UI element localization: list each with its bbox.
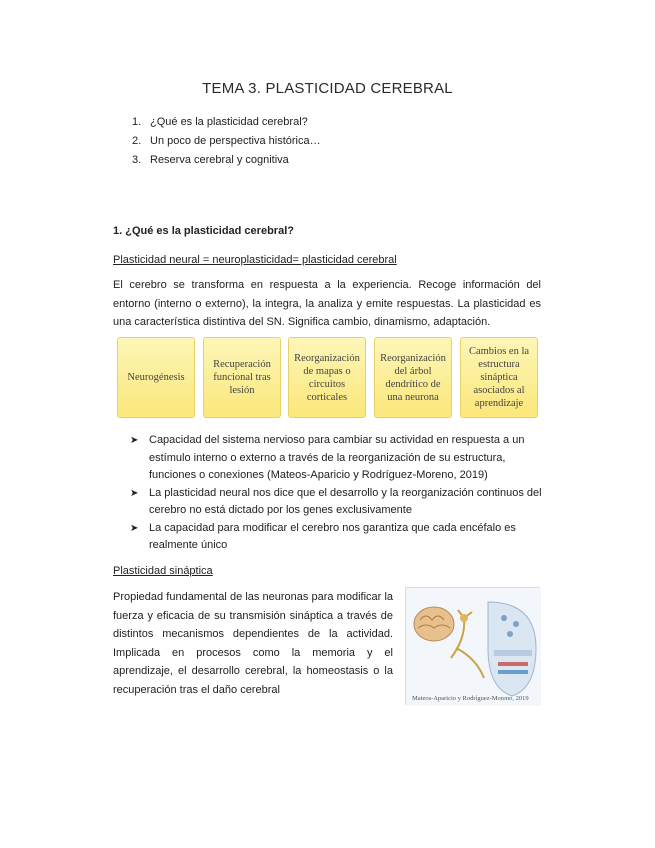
subheading-plasticidad-sinaptica: Plasticidad sináptica (113, 565, 213, 577)
toc-item: 1. ¿Qué es la plasticidad cerebral? (132, 116, 308, 128)
table-of-contents (132, 113, 321, 170)
brain-icon (414, 607, 454, 641)
concept-boxes (117, 337, 538, 418)
synapse-figure (405, 587, 540, 705)
page-title: TEMA 3. PLASTICIDAD CEREBRAL (202, 80, 453, 97)
concept-box: Neurogénesis (117, 337, 195, 418)
concept-box: Reorganización de mapas o circuitos corticales (288, 337, 366, 418)
paragraph-synaptic: Propiedad fundamental de las neuronas para modificar la fuerza y eficacia de su transmisión sináptica a través de distintos mecanismos dependientes de la actividad. Implicada en procesos como la memoria y el aprendizaje, el desarrollo cerebral, la homeostasis o la recuperación tras el daño cerebral (113, 591, 393, 696)
section-heading: 1. ¿Qué es la plasticidad cerebral? (113, 225, 294, 237)
synapse-illustration (406, 588, 541, 706)
paragraph-intro: El cerebro se transforma en respuesta a la experiencia. Recoge información del entorno (interno o externo), la integra, la analiza y emite respuestas. La plasticidad es una característica distintiva del SN. Significa cambio, dinamismo, adaptación. (113, 279, 541, 328)
bullet-item: ➤ Capacidad del sistema nervioso para cambiar su actividad en respuesta a un estímulo interno o externo a través de la reorganización de su estructura, funciones o conexiones (Mateos-Aparicio y Rodríguez-Moreno, 2019) (130, 434, 525, 481)
bullet-item: ➤ La plasticidad neural nos dice que el desarrollo y la reorganización continuos del cerebro no está dictado por los genes exclusivamente (130, 486, 542, 516)
toc-item: 3. Reserva cerebral y cognitiva (132, 154, 289, 166)
concept-box: Cambios en la estructura sináptica asociados al aprendizaje (460, 337, 538, 418)
bullet-item: ➤ La capacidad para modificar el cerebro nos garantiza que cada encéfalo es realmente único (130, 521, 516, 551)
concept-box: Reorganización del árbol dendrítico de una neurona (374, 337, 452, 418)
arrowhead-icon: ➤ (130, 522, 139, 534)
figure-caption: Mateos-Aparicio y Rodríguez-Moreno, 2019 (412, 695, 529, 702)
arrowhead-icon: ➤ (130, 487, 139, 499)
subheading-plasticidad-neural: Plasticidad neural = neuroplasticidad= plasticidad cerebral (113, 254, 397, 266)
arrowhead-icon: ➤ (130, 435, 139, 446)
concept-box: Recuperación funcional tras lesión (203, 337, 281, 418)
bullet-list (130, 432, 542, 555)
toc-item: 2. Un poco de perspectiva histórica… (132, 135, 321, 147)
